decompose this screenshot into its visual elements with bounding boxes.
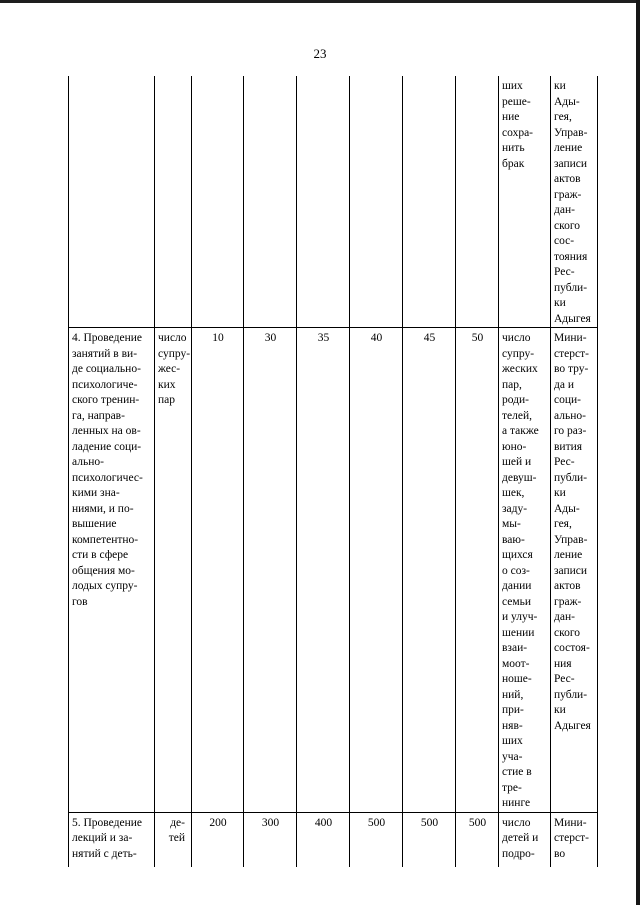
executor-cell: Мини- стерст- во тру- да и соци- ально- го раз- вития Рес- публи- ки Ады- гея, Управ- ление записи актов граж- дан- ского состоя- ния Рес- публи- ки Адыгея	[551, 328, 598, 813]
measures-table	[68, 76, 598, 867]
scan-edge-right	[636, 0, 640, 905]
value-cell: 35	[297, 328, 350, 813]
measure-cell: 5. Проведение лекций и за- нятий с деть-	[69, 812, 155, 867]
value-cell	[403, 76, 456, 328]
value-cell	[192, 76, 244, 328]
executor-cell: ки Ады- гея, Управ- ление записи актов граж- дан- ского сос- тояния Рес- публи- ки Адыгея	[551, 76, 598, 328]
value-cell	[350, 76, 403, 328]
value-cell: 10	[192, 328, 244, 813]
value-cell: 50	[456, 328, 499, 813]
scan-edge-top	[0, 0, 640, 3]
value-cell: 45	[403, 328, 456, 813]
measure-cell	[69, 76, 155, 328]
table-row	[69, 812, 598, 867]
measure-cell: 4. Проведение занятий в ви- де социально- психологиче- ского тренин- га, направ- ленных на ов- ладение соци- ально- психологичес- кими зна- ниями, и по- вышение компетентно- сти в сфере общения мо- лодых супру- гов	[69, 328, 155, 813]
indicator-cell: число супру- жес- ких пар	[155, 328, 192, 813]
target-group-cell: число супру- жеских пар, роди- телей, а также юно- шей и девуш- шек, заду- мы- ваю- щихся о соз- дании семьи и улуч- шении взаи- моот- ноше- ний, при- няв- ших уча- стие в тре- нинге	[499, 328, 551, 813]
value-cell: 500	[456, 812, 499, 867]
value-cell	[456, 76, 499, 328]
page-number: 23	[313, 46, 327, 61]
value-cell: 300	[244, 812, 297, 867]
target-group-cell: число детей и подро-	[499, 812, 551, 867]
table-row	[69, 76, 598, 328]
value-cell: 500	[403, 812, 456, 867]
value-cell	[244, 76, 297, 328]
indicator-cell	[155, 76, 192, 328]
value-cell: 30	[244, 328, 297, 813]
value-cell: 400	[297, 812, 350, 867]
target-group-cell: ших реше- ние сохра- нить брак	[499, 76, 551, 328]
table-row	[69, 328, 598, 813]
value-cell: 40	[350, 328, 403, 813]
value-cell: 200	[192, 812, 244, 867]
value-cell: 500	[350, 812, 403, 867]
indicator-cell: де- тей	[155, 812, 192, 867]
executor-cell: Мини- стерст- во	[551, 812, 598, 867]
value-cell	[297, 76, 350, 328]
